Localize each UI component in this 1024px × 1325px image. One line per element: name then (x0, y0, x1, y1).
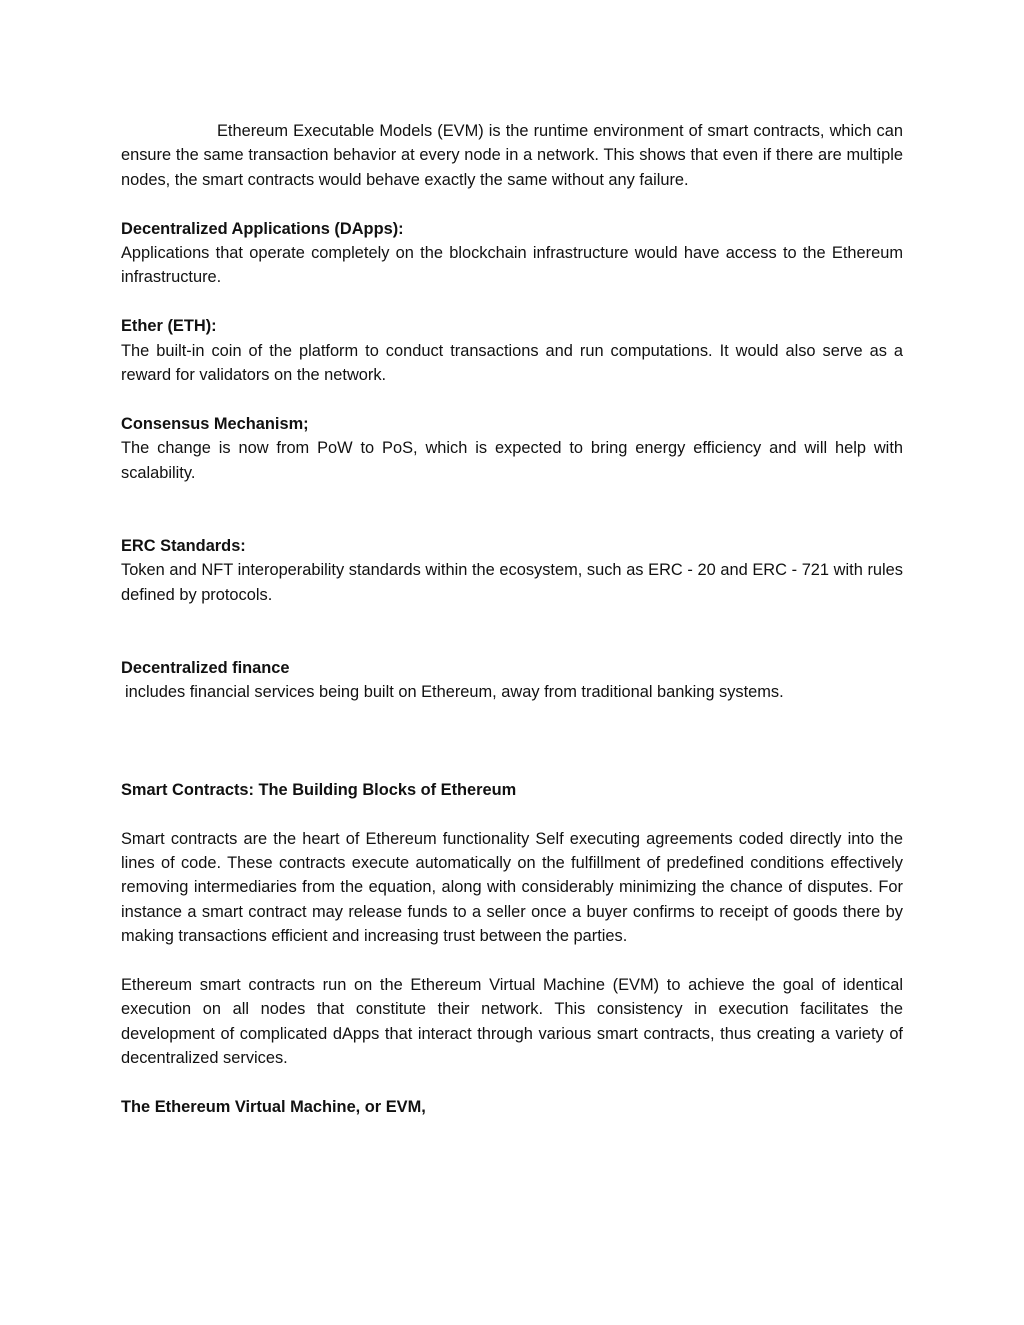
section-heading-dapps: Decentralized Applications (DApps): (121, 219, 404, 238)
section-heading-defi: Decentralized finance (121, 658, 290, 677)
section-heading-consensus: Consensus Mechanism; (121, 414, 309, 433)
section-body-defi: includes financial services being built on Ethereum, away from traditional banking systems. (125, 683, 784, 702)
section-body-consensus: The change is now from PoW to PoS, which is expected to bring energy efficiency and will help with scalability. (121, 439, 903, 482)
evm-heading: The Ethereum Virtual Machine, or EVM, (121, 1098, 426, 1117)
smart-contracts-paragraph-1: Smart contracts are the heart of Ethereum functionality Self executing agreements coded directly into the lines of code. These contracts execute automatically on the fulfillment of predefined conditions effectively removing intermediaries from the equation, along with considerably minimizing the chance of disputes. For instance a smart contract may release funds to a seller once a buyer confirms to receipt of goods there by making transactions efficient and increasing trust between the parties. (121, 829, 903, 946)
smart-contracts-paragraph-2: Ethereum smart contracts run on the Ethereum Virtual Machine (EVM) to achieve the goal of identical execution on all nodes that constitute their network. This consistency in execution facilitates the development of complicated dApps that interact through various smart contracts, thus creating a variety of decentralized services. (121, 976, 903, 1068)
section-heading-erc: ERC Standards: (121, 536, 246, 555)
section-body-erc: Token and NFT interoperability standards within the ecosystem, such as ERC - 20 and ERC - 721 with rules defined by protocols. (121, 561, 903, 604)
intro-paragraph: Ethereum Executable Models (EVM) is the runtime environment of smart contracts, which can ensure the same transaction behavior at every node in a network. This shows that even if there are multiple nodes, the smart contracts would behave exactly the same without any failure. (121, 122, 903, 189)
smart-contracts-heading: Smart Contracts: The Building Blocks of Ethereum (121, 780, 517, 799)
section-body-ether: The built-in coin of the platform to conduct transactions and run computations. It would also serve as a reward for validators on the network. (121, 341, 903, 385)
section-heading-ether: Ether (ETH): (121, 317, 217, 336)
document-page (121, 119, 903, 1120)
section-body-dapps: Applications that operate completely on the blockchain infrastructure would have access to the Ethereum infrastructure. (121, 244, 903, 287)
